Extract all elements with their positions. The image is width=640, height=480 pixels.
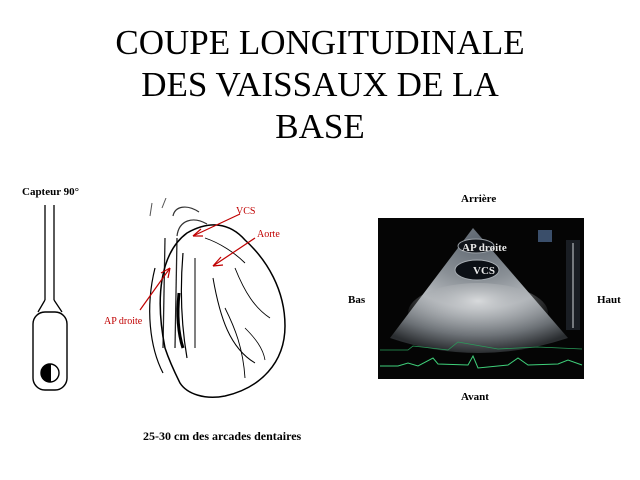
- orientation-top: Arrière: [461, 193, 497, 205]
- heart-label-ap-droite: AP droite: [104, 316, 143, 327]
- title-line-3: BASE: [275, 107, 365, 146]
- heart-label-aorte: Aorte: [257, 229, 280, 240]
- title-line-2: DES VAISSAUX DE LA: [141, 65, 499, 104]
- caption: 25-30 cm des arcades dentaires: [143, 429, 302, 443]
- orientation-right: Haut: [597, 294, 621, 306]
- slide-title: [0, 22, 640, 148]
- us-label-vcs: VCS: [473, 265, 496, 277]
- heart-label-vcs: VCS: [236, 206, 256, 217]
- orientation-bottom: Avant: [461, 391, 489, 403]
- title-line-1: COUPE LONGITUDINALE: [115, 23, 525, 62]
- probe-drawing: [20, 200, 90, 400]
- us-label-ap-droite: AP droite: [462, 242, 507, 254]
- orientation-left: Bas: [348, 294, 366, 306]
- probe-label: Capteur 90°: [22, 186, 80, 198]
- ultrasound-image: [378, 218, 584, 379]
